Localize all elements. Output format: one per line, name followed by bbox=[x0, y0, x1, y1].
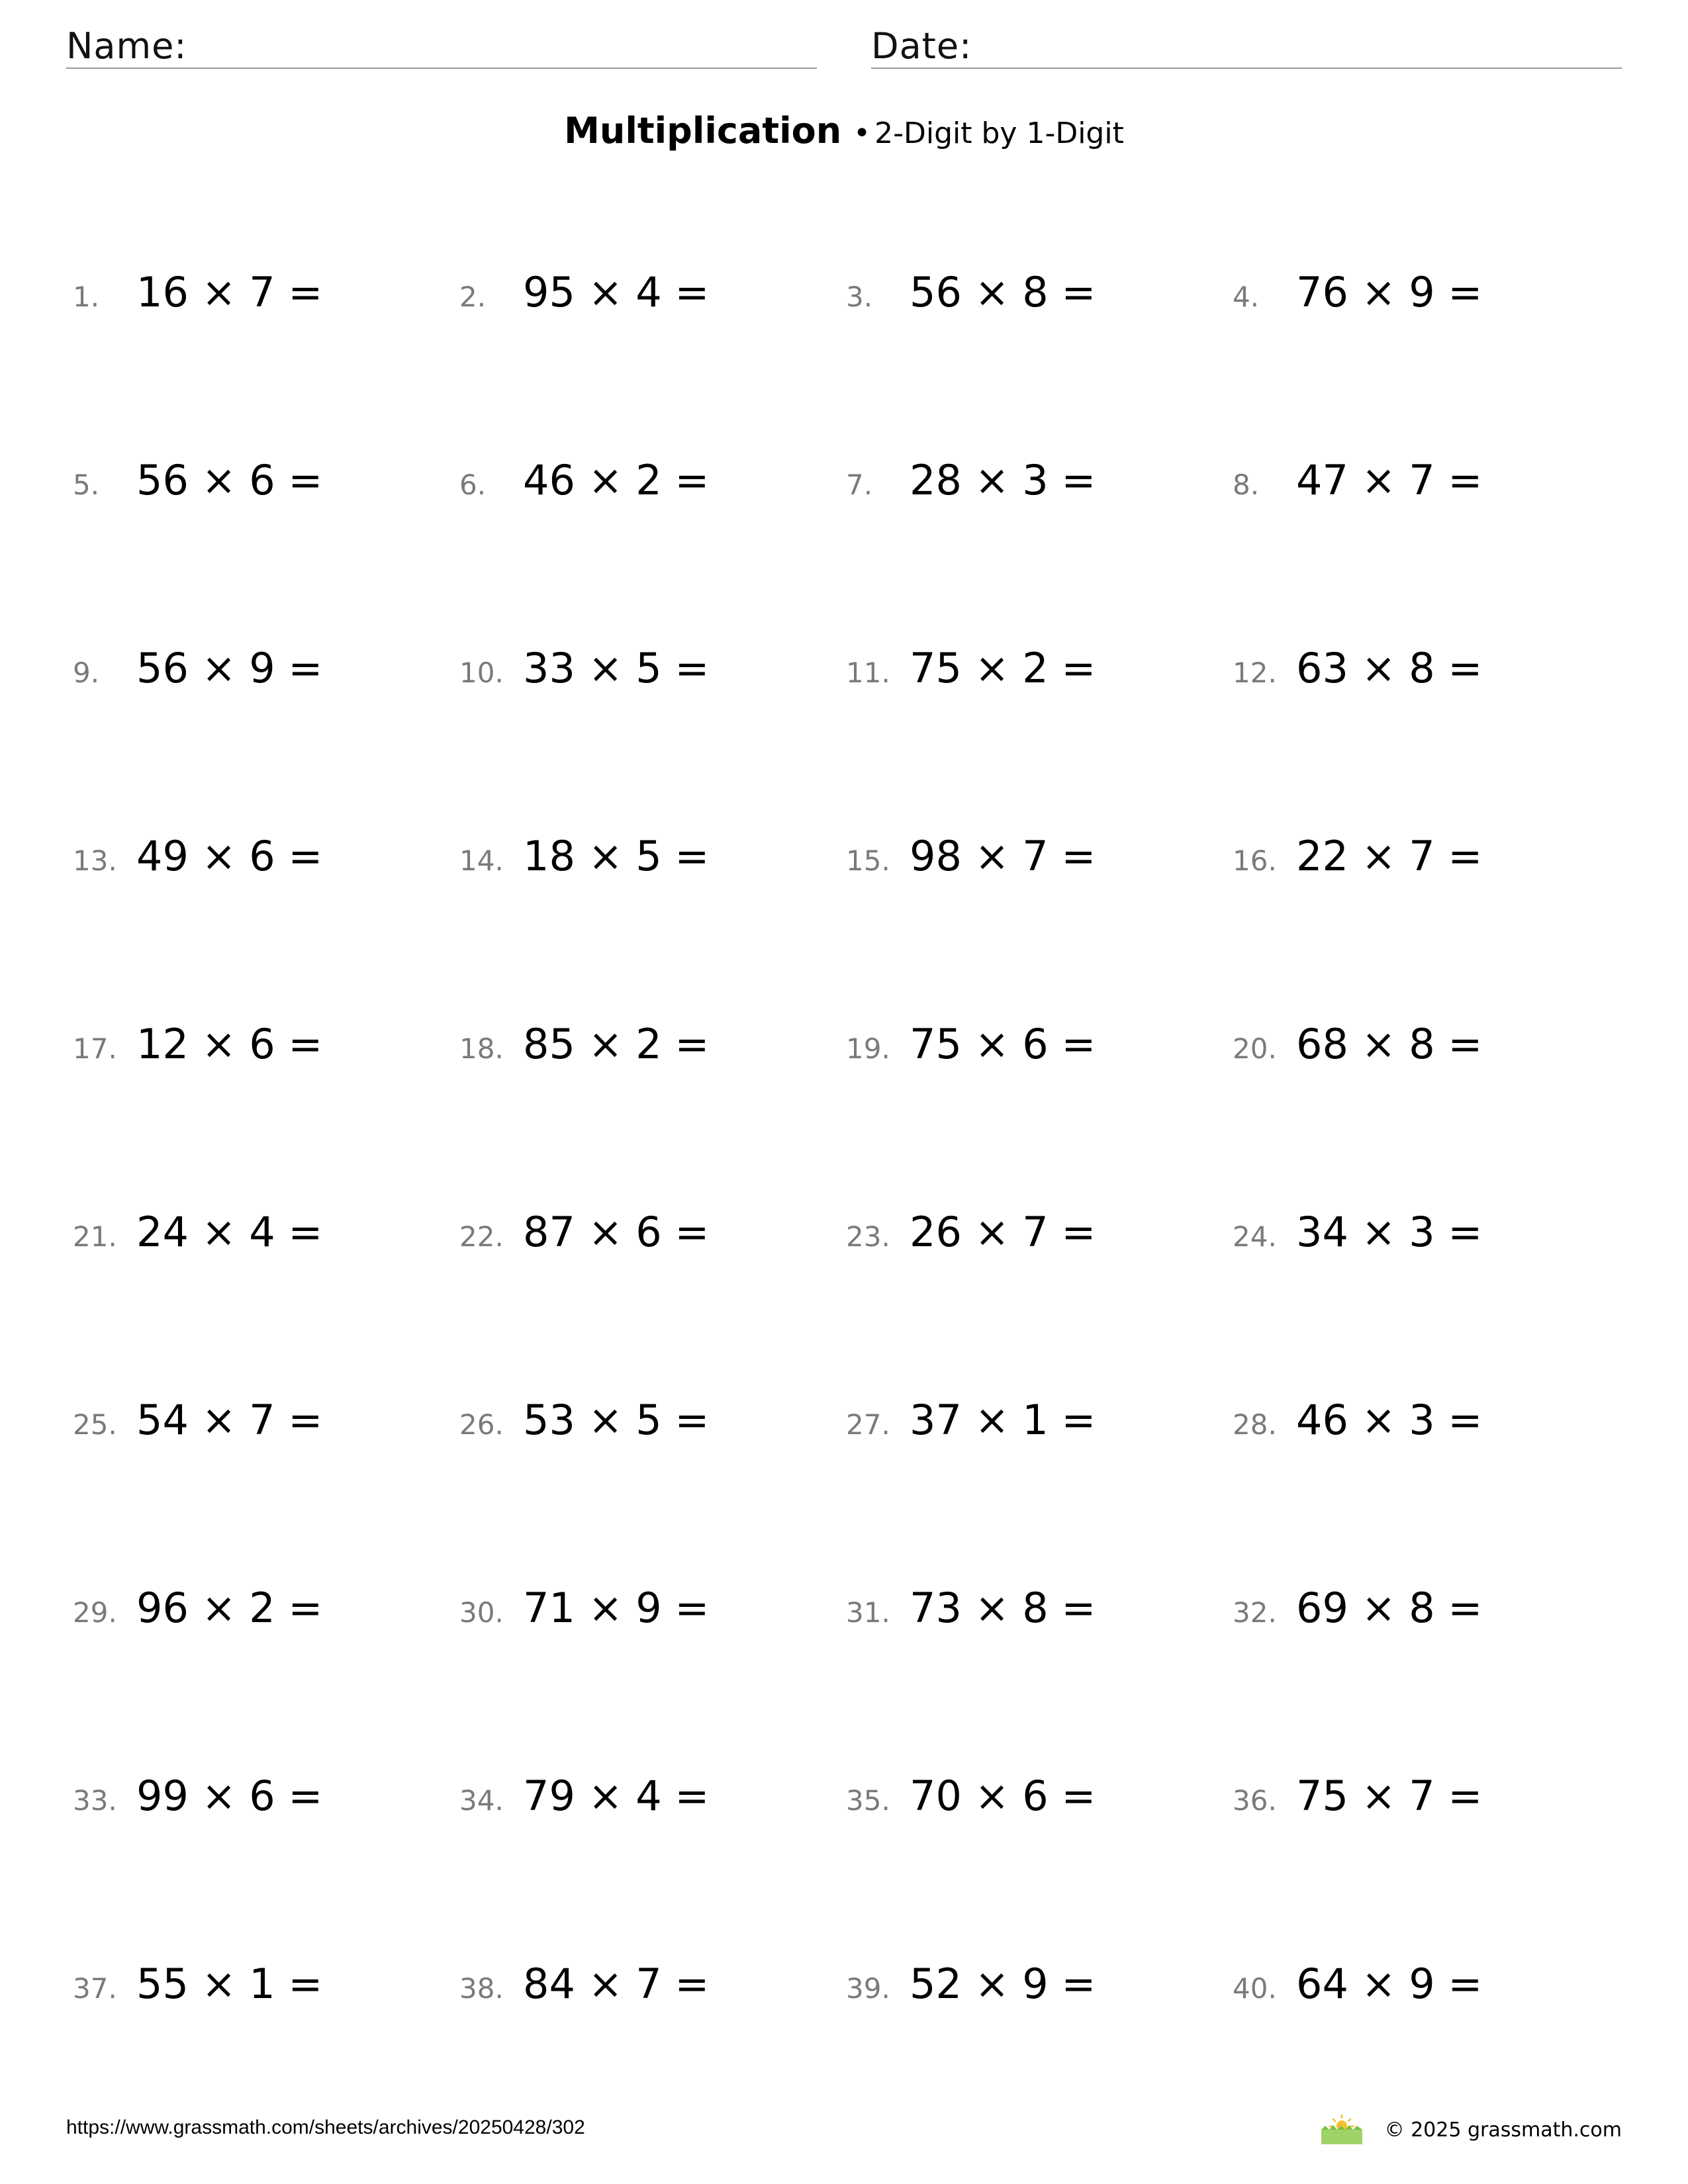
title-separator: • bbox=[853, 116, 871, 150]
problem-item bbox=[73, 1951, 322, 2017]
problem-item bbox=[1233, 1763, 1482, 1829]
problem-number: 33. bbox=[73, 1784, 117, 1817]
problem-number: 36. bbox=[1233, 1784, 1277, 1817]
problem-number: 37. bbox=[73, 1972, 117, 2005]
problem-number: 8. bbox=[1233, 469, 1260, 501]
problem-expression: 55 × 1 = bbox=[136, 1960, 323, 2008]
problem-number: 27. bbox=[846, 1408, 890, 1441]
problem-expression: 87 × 6 = bbox=[523, 1208, 710, 1256]
problem-item bbox=[459, 635, 709, 702]
problem-item bbox=[1233, 259, 1482, 326]
problem-number: 18. bbox=[459, 1032, 504, 1065]
problem-item bbox=[73, 259, 322, 326]
problem-item bbox=[1233, 1951, 1482, 2017]
problem-number: 20. bbox=[1233, 1032, 1277, 1065]
problem-expression: 69 × 8 = bbox=[1296, 1584, 1483, 1632]
problem-number: 19. bbox=[846, 1032, 890, 1065]
problem-item bbox=[73, 1199, 322, 1265]
problem-expression: 99 × 6 = bbox=[136, 1772, 323, 1820]
problem-number: 32. bbox=[1233, 1596, 1277, 1629]
problem-expression: 24 × 4 = bbox=[136, 1208, 323, 1256]
problem-expression: 22 × 7 = bbox=[1296, 832, 1483, 880]
footer-url[interactable]: https://www.grassmath.com/sheets/archives/20250428/302 bbox=[66, 2116, 585, 2138]
problem-item bbox=[846, 1199, 1096, 1265]
problem-expression: 16 × 7 = bbox=[136, 268, 323, 316]
problem-item bbox=[73, 823, 322, 889]
problem-item bbox=[846, 1575, 1096, 1641]
problem-item bbox=[846, 1011, 1096, 1077]
problem-expression: 46 × 3 = bbox=[1296, 1396, 1483, 1444]
problem-expression: 46 × 2 = bbox=[523, 456, 710, 504]
problem-item bbox=[459, 1011, 709, 1077]
problem-item bbox=[73, 635, 322, 702]
problem-expression: 70 × 6 = bbox=[910, 1772, 1096, 1820]
problem-expression: 28 × 3 = bbox=[910, 456, 1096, 504]
problem-expression: 54 × 7 = bbox=[136, 1396, 323, 1444]
problem-expression: 52 × 9 = bbox=[910, 1960, 1096, 2008]
problem-expression: 12 × 6 = bbox=[136, 1020, 323, 1068]
problem-item bbox=[459, 1763, 709, 1829]
problem-number: 26. bbox=[459, 1408, 504, 1441]
problem-item bbox=[73, 1575, 322, 1641]
problem-expression: 33 × 5 = bbox=[523, 644, 710, 692]
problem-expression: 96 × 2 = bbox=[136, 1584, 323, 1632]
problem-expression: 34 × 3 = bbox=[1296, 1208, 1483, 1256]
problem-expression: 64 × 9 = bbox=[1296, 1960, 1483, 2008]
problem-item bbox=[1233, 1387, 1482, 1453]
problem-item bbox=[1233, 447, 1482, 514]
problem-expression: 63 × 8 = bbox=[1296, 644, 1483, 692]
problem-number: 31. bbox=[846, 1596, 890, 1629]
problem-expression: 56 × 8 = bbox=[910, 268, 1096, 316]
problem-number: 5. bbox=[73, 469, 100, 501]
problem-item bbox=[846, 1387, 1096, 1453]
problem-item bbox=[459, 823, 709, 889]
problem-item bbox=[846, 259, 1096, 326]
problem-expression: 73 × 8 = bbox=[910, 1584, 1096, 1632]
problem-item bbox=[73, 1763, 322, 1829]
problem-expression: 47 × 7 = bbox=[1296, 456, 1483, 504]
problem-expression: 53 × 5 = bbox=[523, 1396, 710, 1444]
problem-item bbox=[1233, 1011, 1482, 1077]
problem-number: 24. bbox=[1233, 1220, 1277, 1253]
problem-expression: 85 × 2 = bbox=[523, 1020, 710, 1068]
problem-number: 1. bbox=[73, 281, 100, 313]
problem-expression: 79 × 4 = bbox=[523, 1772, 710, 1820]
problem-item bbox=[459, 1387, 709, 1453]
problem-item bbox=[1233, 1199, 1482, 1265]
problem-expression: 76 × 9 = bbox=[1296, 268, 1483, 316]
problem-expression: 84 × 7 = bbox=[523, 1960, 710, 2008]
problem-expression: 18 × 5 = bbox=[523, 832, 710, 880]
problem-number: 10. bbox=[459, 657, 504, 689]
problem-number: 16. bbox=[1233, 844, 1277, 877]
problem-item bbox=[846, 1763, 1096, 1829]
problem-number: 40. bbox=[1233, 1972, 1277, 2005]
problem-item bbox=[73, 1387, 322, 1453]
problem-item bbox=[1233, 1575, 1482, 1641]
problem-number: 9. bbox=[73, 657, 100, 689]
problem-expression: 98 × 7 = bbox=[910, 832, 1096, 880]
problem-item bbox=[846, 635, 1096, 702]
problem-expression: 75 × 6 = bbox=[910, 1020, 1096, 1068]
problem-number: 29. bbox=[73, 1596, 117, 1629]
problem-expression: 37 × 1 = bbox=[910, 1396, 1096, 1444]
problem-number: 39. bbox=[846, 1972, 890, 2005]
problem-item bbox=[459, 1199, 709, 1265]
problem-number: 6. bbox=[459, 469, 487, 501]
problem-item bbox=[846, 1951, 1096, 2017]
problem-item bbox=[459, 447, 709, 514]
problem-item bbox=[459, 1951, 709, 2017]
problem-number: 4. bbox=[1233, 281, 1260, 313]
problem-number: 2. bbox=[459, 281, 487, 313]
problem-number: 13. bbox=[73, 844, 117, 877]
problem-number: 7. bbox=[846, 469, 873, 501]
problem-item bbox=[1233, 823, 1482, 889]
problem-expression: 56 × 6 = bbox=[136, 456, 323, 504]
problem-number: 11. bbox=[846, 657, 890, 689]
problem-number: 3. bbox=[846, 281, 873, 313]
problem-number: 14. bbox=[459, 844, 504, 877]
problem-expression: 95 × 4 = bbox=[523, 268, 710, 316]
problem-expression: 26 × 7 = bbox=[910, 1208, 1096, 1256]
problem-number: 34. bbox=[459, 1784, 504, 1817]
problem-number: 21. bbox=[73, 1220, 117, 1253]
problem-item bbox=[459, 1575, 709, 1641]
problem-number: 23. bbox=[846, 1220, 890, 1253]
footer-copyright: © 2025 grassmath.com bbox=[1384, 2118, 1622, 2142]
problem-number: 15. bbox=[846, 844, 890, 877]
title-subtitle: 2-Digit by 1-Digit bbox=[874, 116, 1124, 150]
problem-number: 17. bbox=[73, 1032, 117, 1065]
problem-expression: 75 × 2 = bbox=[910, 644, 1096, 692]
problem-number: 25. bbox=[73, 1408, 117, 1441]
problem-number: 12. bbox=[1233, 657, 1277, 689]
problem-expression: 68 × 8 = bbox=[1296, 1020, 1483, 1068]
problem-item bbox=[846, 823, 1096, 889]
problem-expression: 71 × 9 = bbox=[523, 1584, 710, 1632]
title-main: Multiplication bbox=[564, 110, 842, 152]
problem-item bbox=[1233, 635, 1482, 702]
problem-item bbox=[459, 259, 709, 326]
problem-expression: 56 × 9 = bbox=[136, 644, 323, 692]
problem-item bbox=[846, 447, 1096, 514]
date-label: Date: bbox=[871, 25, 972, 67]
name-label: Name: bbox=[66, 25, 187, 67]
footer-branding bbox=[1319, 2111, 1622, 2148]
problem-expression: 75 × 7 = bbox=[1296, 1772, 1483, 1820]
problem-number: 38. bbox=[459, 1972, 504, 2005]
problem-number: 22. bbox=[459, 1220, 504, 1253]
problem-expression: 49 × 6 = bbox=[136, 832, 323, 880]
problem-number: 35. bbox=[846, 1784, 890, 1817]
problem-item bbox=[73, 1011, 322, 1077]
problem-number: 28. bbox=[1233, 1408, 1277, 1441]
problem-item bbox=[73, 447, 322, 514]
problem-number: 30. bbox=[459, 1596, 504, 1629]
grass-sun-logo-icon bbox=[1319, 2114, 1365, 2146]
